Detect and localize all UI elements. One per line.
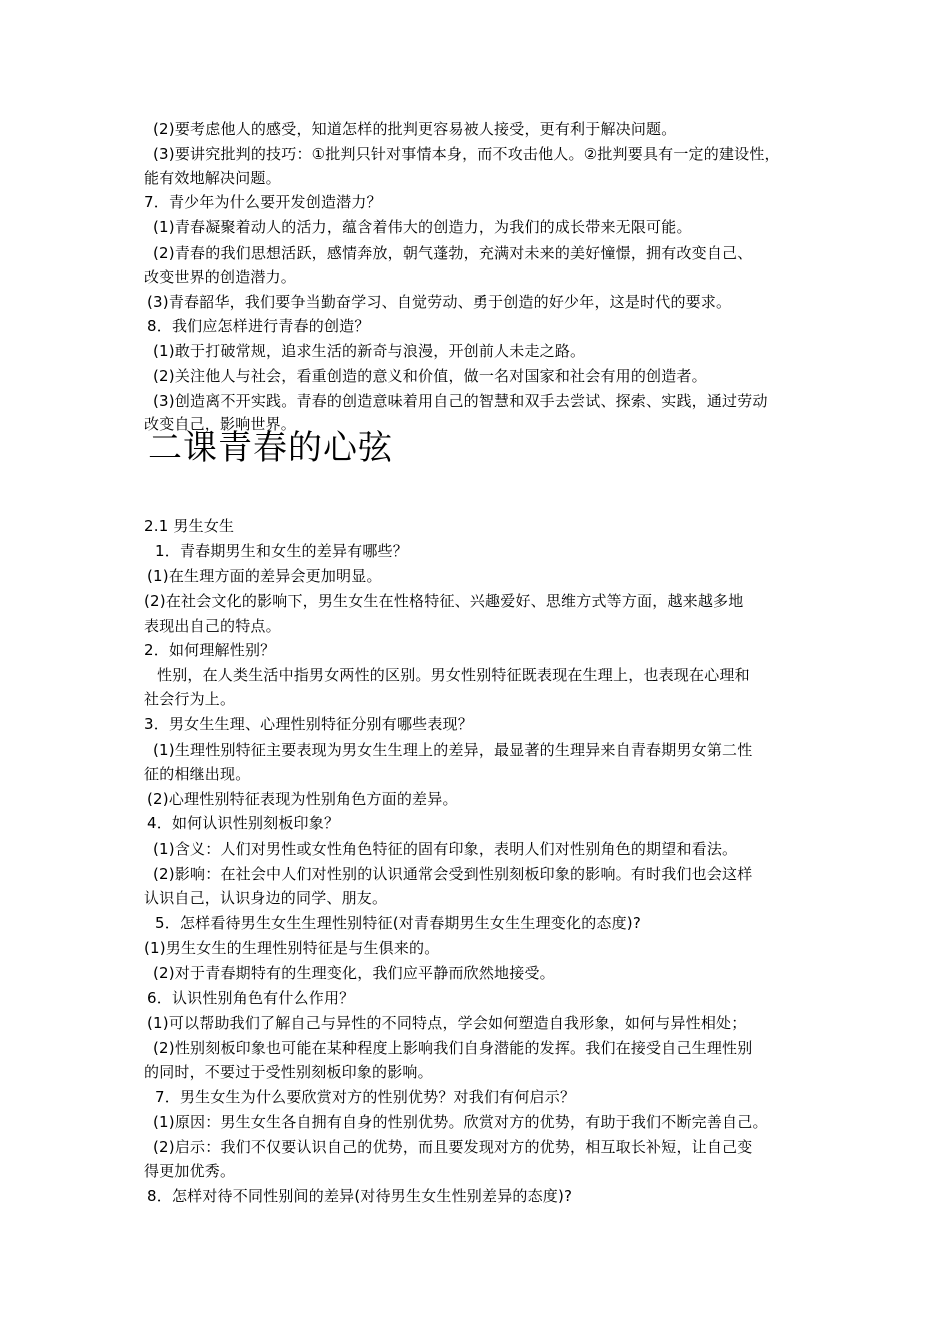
text-line: (1)男生女生的生理性别特征是与生俱来的。: [144, 939, 440, 957]
text-line: 表现出自己的特点。: [144, 617, 281, 635]
text-line: 改变自己，影响世界。: [144, 415, 297, 433]
question-heading: 8．怎样对待不同性别间的差异(对待男生女生性别差异的态度)?: [147, 1187, 573, 1205]
text-line: (1)含义：人们对男性或女性角色特征的固有印象，表明人们对性别角色的期望和看法。: [153, 840, 738, 858]
question-heading: 7．男生女生为什么要欣赏对方的性别优势？对我们有何启示？: [155, 1088, 576, 1106]
text-line: (2)要考虑他人的感受，知道怎样的批判更容易被人接受，更有利于解决问题。: [153, 120, 677, 138]
text-line: (1)生理性别特征主要表现为男女生生理上的差异，最显著的生理异来自青春期男女第二性: [153, 741, 753, 759]
text-line: (2)青春的我们思想活跃，感情奔放，朝气蓬勃，充满对未来的美好憧憬，拥有改变自己、: [153, 244, 753, 262]
text-line: (2)心理性别特征表现为性别角色方面的差异。: [147, 790, 458, 808]
text-line: 征的相继出现。: [144, 765, 251, 783]
text-line: 的同时，不要过于受性别刻板印象的影响。: [144, 1063, 433, 1081]
text-line: 社会行为上。: [144, 690, 236, 708]
text-line: (1)原因：男生女生各自拥有自身的性别优势。欣赏对方的优势，有助于我们不断完善自己。: [153, 1113, 768, 1131]
text-line: 性别，在人类生活中指男女两性的区别。男女性别特征既表现在生理上，也表现在心理和: [157, 666, 750, 684]
text-line: (1)可以帮助我们了解自己与异性的不同特点，学会如何塑造自我形象，如何与异性相处；: [147, 1014, 747, 1032]
chapter-title: 二课青春的心弦: [148, 428, 393, 468]
text-line: 能有效地解决问题。: [144, 169, 281, 187]
text-line: (2)在社会文化的影响下，男生女生在性格特征、兴趣爱好、思维方式等方面，越来越多地: [144, 592, 744, 610]
text-line: 改变世界的创造潜力。: [144, 268, 297, 286]
question-heading: 5．怎样看待男生女生生理性别特征(对青春期男生女生生理变化的态度)?: [155, 914, 642, 932]
text-line: (3)要讲究批判的技巧：①批判只针对事情本身，而不攻击他人。②批判要具有一定的建设性，: [153, 145, 780, 163]
question-heading: 4．如何认识性别刻板印象？: [147, 814, 340, 832]
question-heading: 7．青少年为什么要开发创造潜力？: [144, 193, 382, 211]
text-line: (1)在生理方面的差异会更加明显。: [147, 567, 382, 585]
text-line: (3)创造离不开实践。青春的创造意味着用自己的智慧和双手去尝试、探索、实践，通过劳动: [153, 392, 768, 410]
text-line: (2)性别刻板印象也可能在某种程度上影响我们自身潜能的发挥。我们在接受自己生理性别: [153, 1039, 753, 1057]
question-heading: 8．我们应怎样进行青春的创造？: [147, 317, 370, 335]
text-line: (2)启示：我们不仅要认识自己的优势，而且要发现对方的优势，相互取长补短，让自己变: [153, 1138, 753, 1156]
text-line: (3)青春韶华，我们要争当勤奋学习、自觉劳动、勇于创造的好少年，这是时代的要求。: [147, 293, 732, 311]
section-heading: 2.1 男生女生: [144, 517, 235, 535]
question-heading: 2．如何理解性别？: [144, 641, 276, 659]
text-line: (2)影响：在社会中人们对性别的认识通常会受到性别刻板印象的影响。有时我们也会这样: [153, 865, 753, 883]
question-heading: 6．认识性别角色有什么作用？: [147, 989, 355, 1007]
text-line: (2)对于青春期特有的生理变化，我们应平静而欣然地接受。: [153, 964, 555, 982]
text-line: 得更加优秀。: [144, 1162, 236, 1180]
question-heading: 1．青春期男生和女生的差异有哪些？: [155, 542, 408, 560]
text-line: (1)敢于打破常规，追求生活的新奇与浪漫，开创前人未走之路。: [153, 342, 586, 360]
question-heading: 3．男女生生理、心理性别特征分别有哪些表现？: [144, 715, 473, 733]
text-line: 认识自己，认识身边的同学、朋友。: [144, 889, 388, 907]
text-line: (1)青春凝聚着动人的活力，蕴含着伟大的创造力，为我们的成长带来无限可能。: [153, 218, 692, 236]
text-line: (2)关注他人与社会，看重创造的意义和价值，做一名对国家和社会有用的创造者。: [153, 367, 707, 385]
